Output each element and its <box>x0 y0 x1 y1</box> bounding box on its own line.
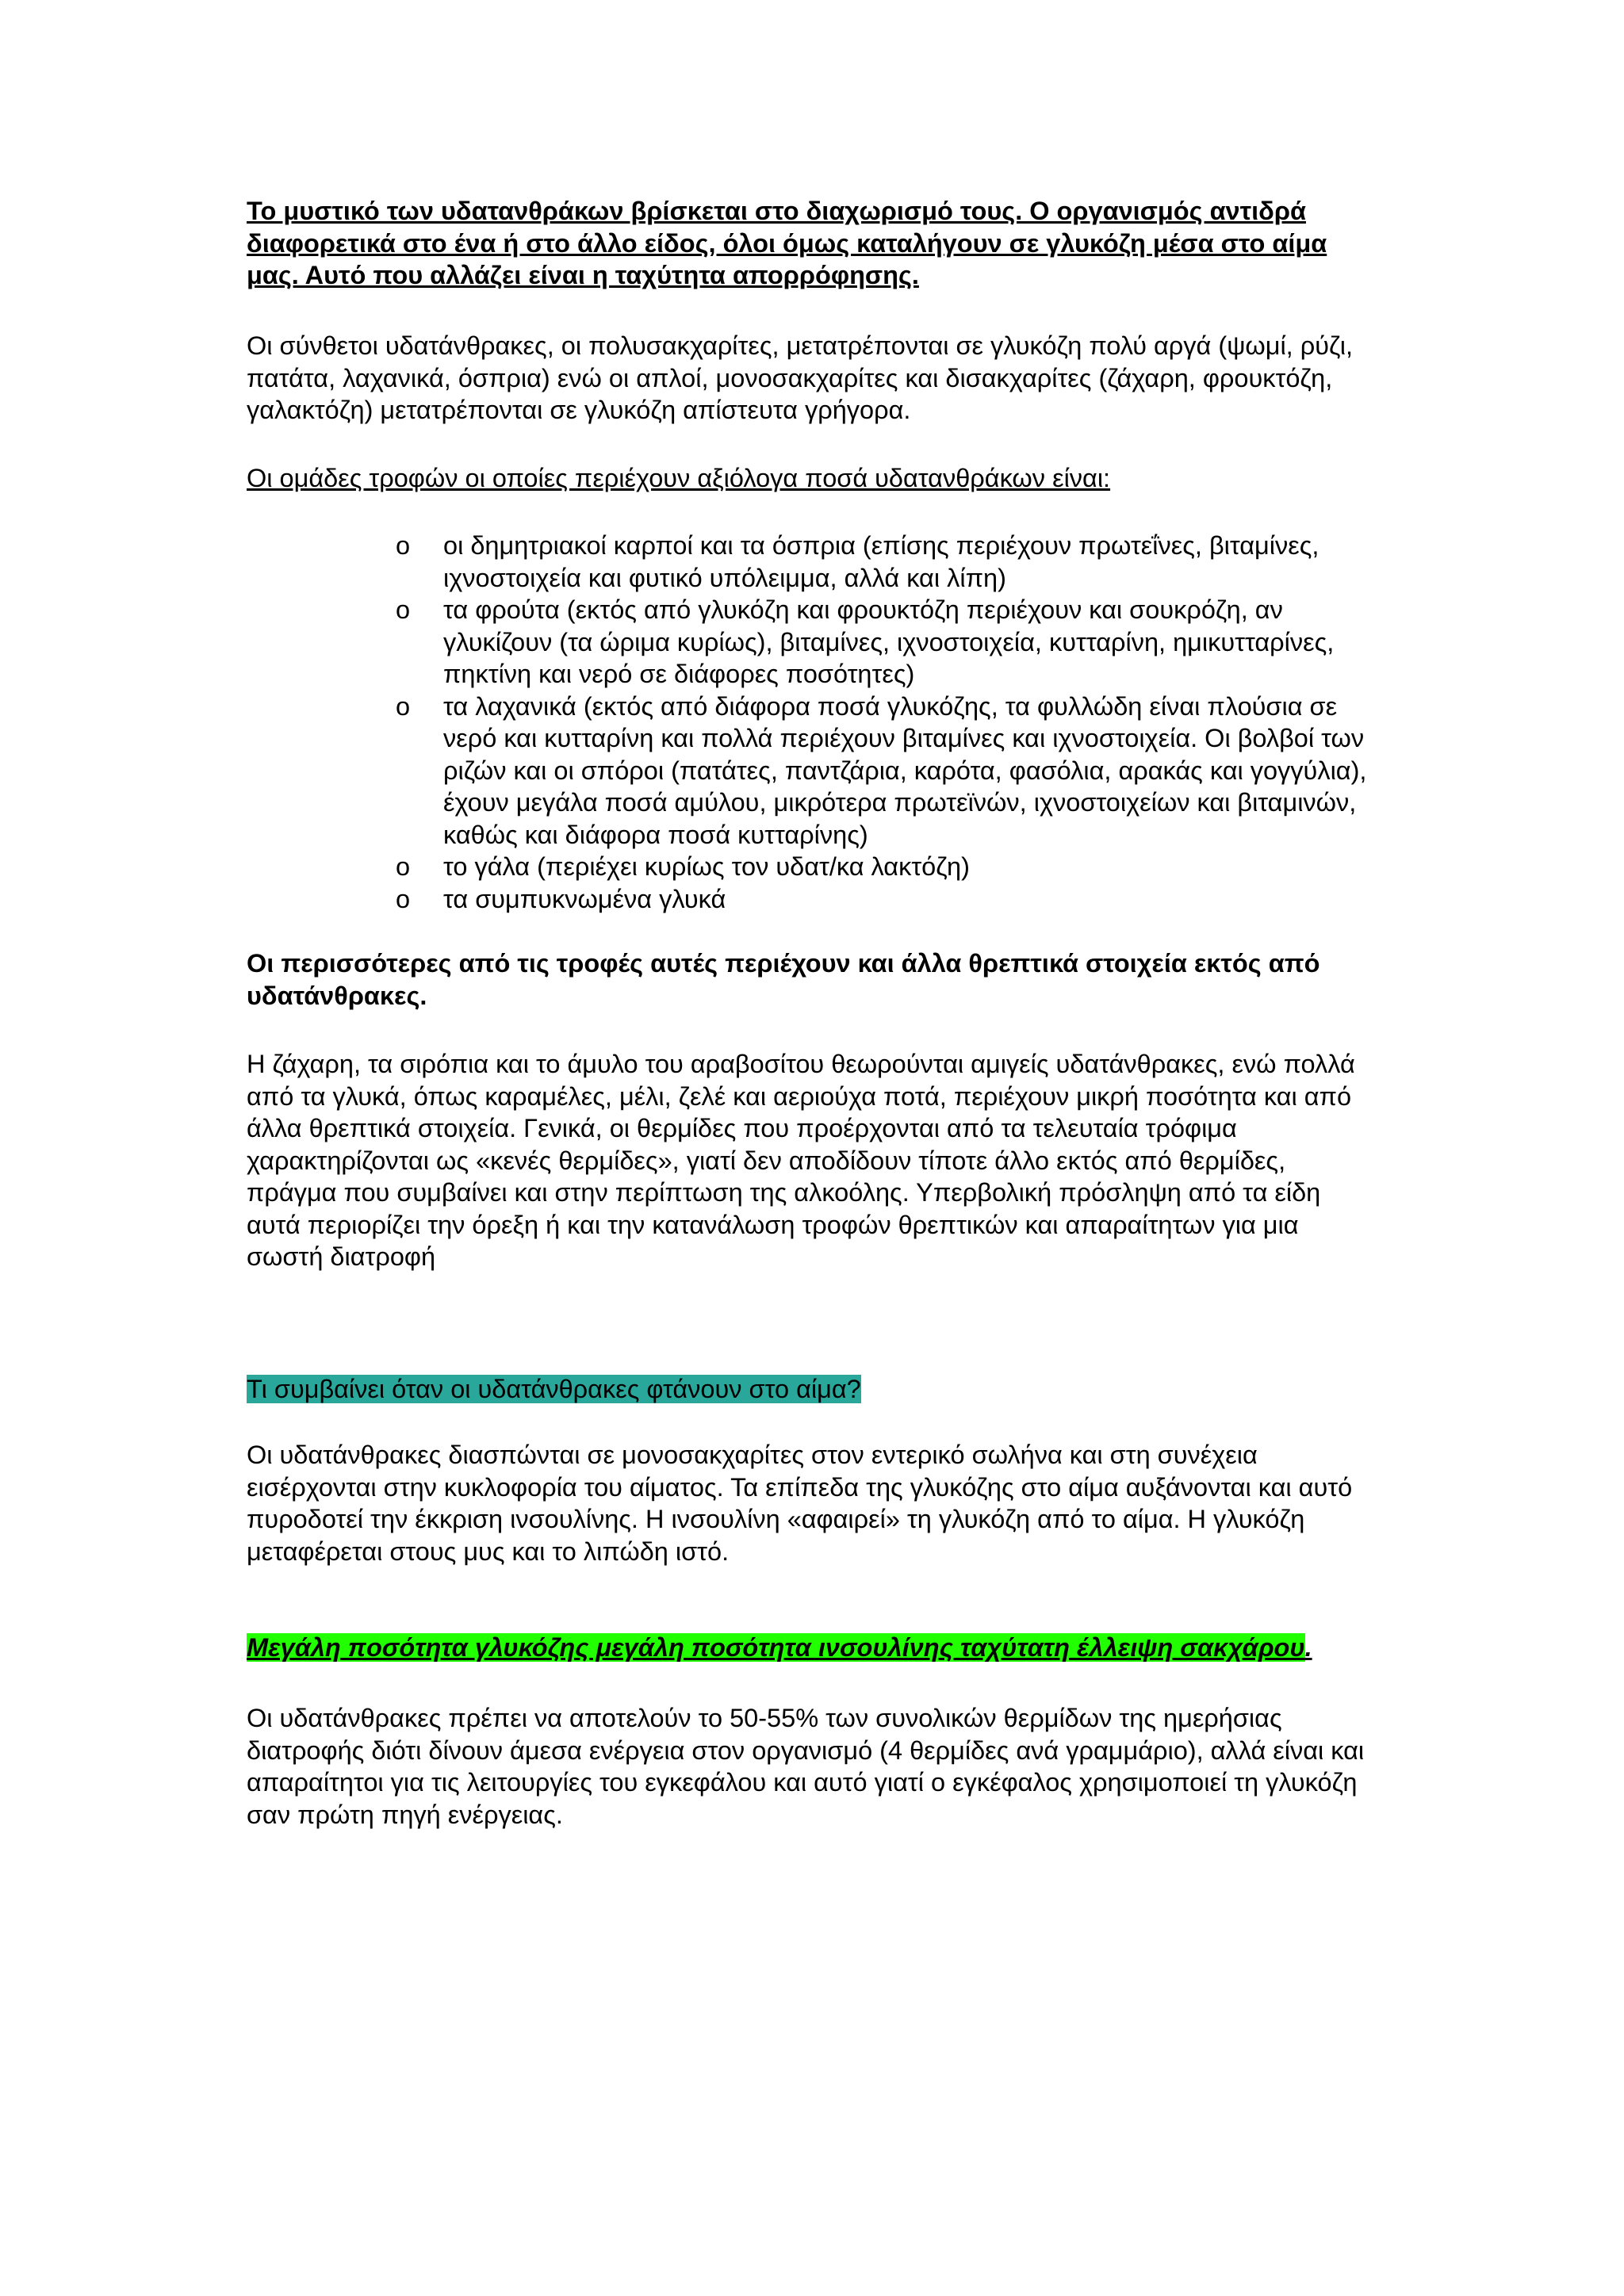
blood-question-heading <box>247 1373 1381 1406</box>
list-item-text: το γάλα (περιέχει κυρίως τον υδατ/κα λακτόζη) <box>443 852 970 881</box>
list-item <box>247 594 1381 691</box>
bullet-icon: o <box>396 691 411 721</box>
list-item <box>247 530 1381 594</box>
list-item <box>247 851 1381 883</box>
list-item-text: τα συμπυκνωμένα γλυκά <box>443 884 726 913</box>
list-item-text: οι δημητριακοί καρποί και τα όσπρια (επίσης περιέχουν πρωτεΐνες, βιταμίνες, ιχνοστοιχεία και φυτικό υπόλειμμα, αλλά και λίπη) <box>443 531 1320 592</box>
sugar-paragraph: Η ζάχαρη, τα σιρόπια και το άμυλο του αραβοσίτου θεωρούνται αμιγείς υδατάνθρακες, ενώ πολλά από τα γλυκά, όπως καραμέλες, μέλι, ζελέ και αεριούχα ποτά, περιέχουν μικρή ποσότητα και από άλλα θρεπτικά στοιχεία. Γενικά, οι θερμίδες που προέρχονται από τα τελευταία τρόφιμα χαρακτηρίζονται ως «κενές θερμίδες», γιατί δεν αποδίδουν τίποτε άλλο εκτός από θερμίδες, πράγμα που συμβαίνει και στην περίπτωση της αλκοόλης. Υπερβολική πρόσληψη από τα είδη αυτά περιορίζει την όρεξη ή και την κατανάλωση τροφών θρεπτικών και απαραίτητων για μια σωστή διατροφή <box>247 1050 1355 1271</box>
energy-paragraph: Οι υδατάνθρακες πρέπει να αποτελούν το 50-55% των συνολικών θερμίδων της ημερήσιας διατροφής διότι δίνουν άμεσα ενέργεια στον οργανισμό (4 θερμίδες ανά γραμμάριο), αλλά είναι και απαραίτητοι για τις λειτουργίες του εγκεφάλου και αυτό γιατί ο εγκέφαλος χρησιμοποιεί τη γλυκόζη σαν πρώτη πηγή ενέργειας. <box>247 1704 1365 1829</box>
bullet-icon: o <box>396 852 411 881</box>
complex-carbs-paragraph: Οι σύνθετοι υδατάνθρακες, οι πολυσακχαρίτες, μετατρέπονται σε γλυκόζη πολύ αργά (ψωμί, ρύζι, πατάτα, λαχανικά, όσπρια) ενώ οι απλοί, μονοσακχαρίτες και δισακχαρίτες (ζάχαρη, φρουκτόζη, γαλακτόζη) μετατρέπονται σε γλυκόζη απίστευτα γρήγορα. <box>247 331 1353 424</box>
list-item <box>247 883 1381 916</box>
list-item-text: τα λαχανικά (εκτός από διάφορα ποσά γλυκόζης, τα φυλλώδη είναι πλούσια σε νερό και κυτταρίνη και πολλά περιέχουν βιταμίνες και ιχνοστοιχεία. Οι βολβοί των ριζών και οι σπόροι (πατάτες, παντζάρια, καρότα, φασόλια, αρακάς και γογγύλια), έχουν μεγάλα ποσά αμύλου, μικρότερα πρωτεϊνών, ιχνοστοιχείων και βιταμινών, καθώς και διάφορα ποσά κυτταρίνης) <box>443 691 1367 849</box>
list-item-text: τα φρούτα (εκτός από γλυκόζη και φρουκτόζη περιέχουν και σουκρόζη, αν γλυκίζουν (τα ώριμα κυρίως), βιταμίνες, ιχνοστοιχεία, κυτταρίνη, ημικυτταρίνες, πηκτίνη και νερό σε διάφορες ποσότητες) <box>443 595 1335 688</box>
glucose-insulin-statement <box>247 1632 1381 1664</box>
list-item <box>247 691 1381 851</box>
nutrients-note: Οι περισσότερες από τις τροφές αυτές περιέχουν και άλλα θρεπτικά στοιχεία εκτός από υδατάνθρακες. <box>247 949 1320 1010</box>
teal-highlight: Τι συμβαίνει όταν οι υδατάνθρακες φτάνουν στο αίμα? <box>247 1375 861 1403</box>
food-groups-intro: Οι ομάδες τροφών οι οποίες περιέχουν αξιόλογα ποσά υδατανθράκων είναι: <box>247 464 1111 492</box>
bullet-icon: o <box>396 595 411 624</box>
statement-period: . <box>1304 1633 1312 1662</box>
blood-paragraph: Οι υδατάνθρακες διασπώνται σε μονοσακχαρίτες στον εντερικό σωλήνα και στη συνέχεια εισέρχονται στην κυκλοφορία του αίματος. Τα επίπεδα της γλυκόζης στο αίμα αυξάνονται και αυτό πυροδοτεί την έκκριση ινσουλίνης. Η ινσουλίνη «αφαιρεί» τη γλυκόζη από το αίμα. Η γλυκόζη μεταφέρεται στους μυς και το λιπώδη ιστό. <box>247 1441 1353 1566</box>
intro-heading: Το μυστικό των υδατανθράκων βρίσκεται στο διαχωρισμό τους. Ο οργανισμός αντιδρά διαφορετικά στο ένα ή στο άλλο είδος, όλοι όμως καταλήγουν σε γλυκόζη μέσα στο αίμα μας. Αυτό που αλλάζει είναι η ταχύτητα απορρόφησης. <box>247 197 1327 289</box>
bullet-icon: o <box>396 884 411 913</box>
bullet-icon: o <box>396 531 411 560</box>
green-highlight: Μεγάλη ποσότητα γλυκόζης μεγάλη ποσότητα ινσουλίνης ταχύτατη έλλειψη σακχάρου <box>247 1633 1305 1662</box>
food-groups-list <box>247 530 1381 915</box>
